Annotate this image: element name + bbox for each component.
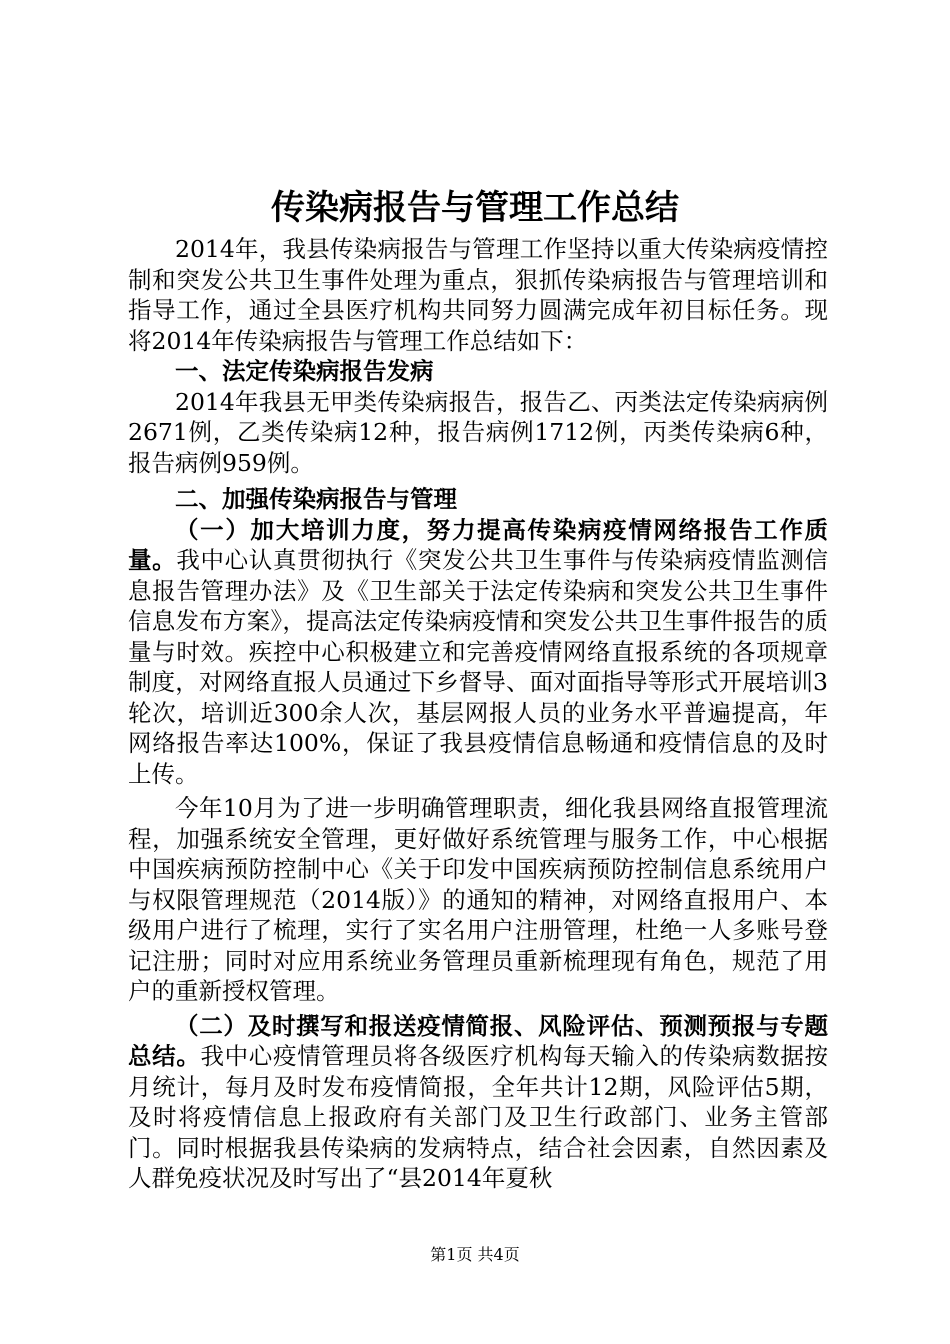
section-1-paragraph: 2014年我县无甲类传染病报告，报告乙、丙类法定传染病病例2671例，乙类传染病12种，报告病例1712例，丙类传染病6种，报告病例959例。	[128, 387, 828, 477]
intro-paragraph: 2014年，我县传染病报告与管理工作坚持以重大传染病疫情控制和突发公共卫生事件处理为重点，狠抓传染病报告与管理培训和指导工作，通过全县医疗机构共同努力圆满完成年初目标任务。现将2014年传染病报告与管理工作总结如下：	[128, 235, 828, 355]
subsection-1-text: 我中心认真贯彻执行《突发公共卫生事件与传染病疫情监测信息报告管理办法》及《卫生部关于法定传染病和突发公共卫生事件信息发布方案》，提高法定传染病疫情和突发公共卫生事件报告的质量与时效。疾控中心积极建立和完善疫情网络直报系统的各项规章制度，对网络直报人员通过下乡督导、面对面指导等形式开展培训3轮次，培训近300余人次，基层网报人员的业务水平普遍提高，年网络报告率达100%，保证了我县疫情信息畅通和疫情信息的及时上传。	[128, 546, 829, 788]
subsection-2-paragraph	[128, 1011, 828, 1194]
document-body	[128, 234, 828, 1194]
section-2-heading: 二、加强传染病报告与管理	[175, 485, 457, 513]
subsection-1-heading: （一）加大培训力度，努力提高传染病疫情网络报告工作质量。	[128, 515, 828, 574]
subsection-2-heading: （二）及时撰写和报送疫情简报、风险评估、预测预报与专题总结。	[128, 1011, 828, 1070]
section-1-heading: 一、法定传染病报告发病	[175, 357, 434, 385]
october-paragraph: 今年10月为了进一步明确管理职责，细化我县网络直报管理流程，加强系统安全管理，更好做好系统管理与服务工作，中心根据中国疾病预防控制中心《关于印发中国疾病预防控制信息系统用户与权限管理规范（2014版）》的通知的精神，对网络直报用户、本级用户进行了梳理，实行了实名用户注册管理，杜绝一人多账号登记注册；同时对应用系统业务管理员重新梳理现有角色，规范了用户的重新授权管理。	[128, 794, 828, 1005]
subsection-1-paragraph	[128, 515, 828, 790]
subsection-2-text: 我中心疫情管理员将各级医疗机构每天输入的传染病数据按月统计，每月及时发布疫情简报，全年共计12期，风险评估5期，及时将疫情信息上报政府有关部门及卫生行政部门、业务主管部门。同时根据我县传染病的发病特点，结合社会因素，自然因素及人群免疫状况及时写出了“县2014年夏秋	[128, 1042, 829, 1192]
page-footer: 第1页 共4页	[430, 1245, 520, 1264]
document-title: 传染病报告与管理工作总结	[271, 188, 679, 228]
